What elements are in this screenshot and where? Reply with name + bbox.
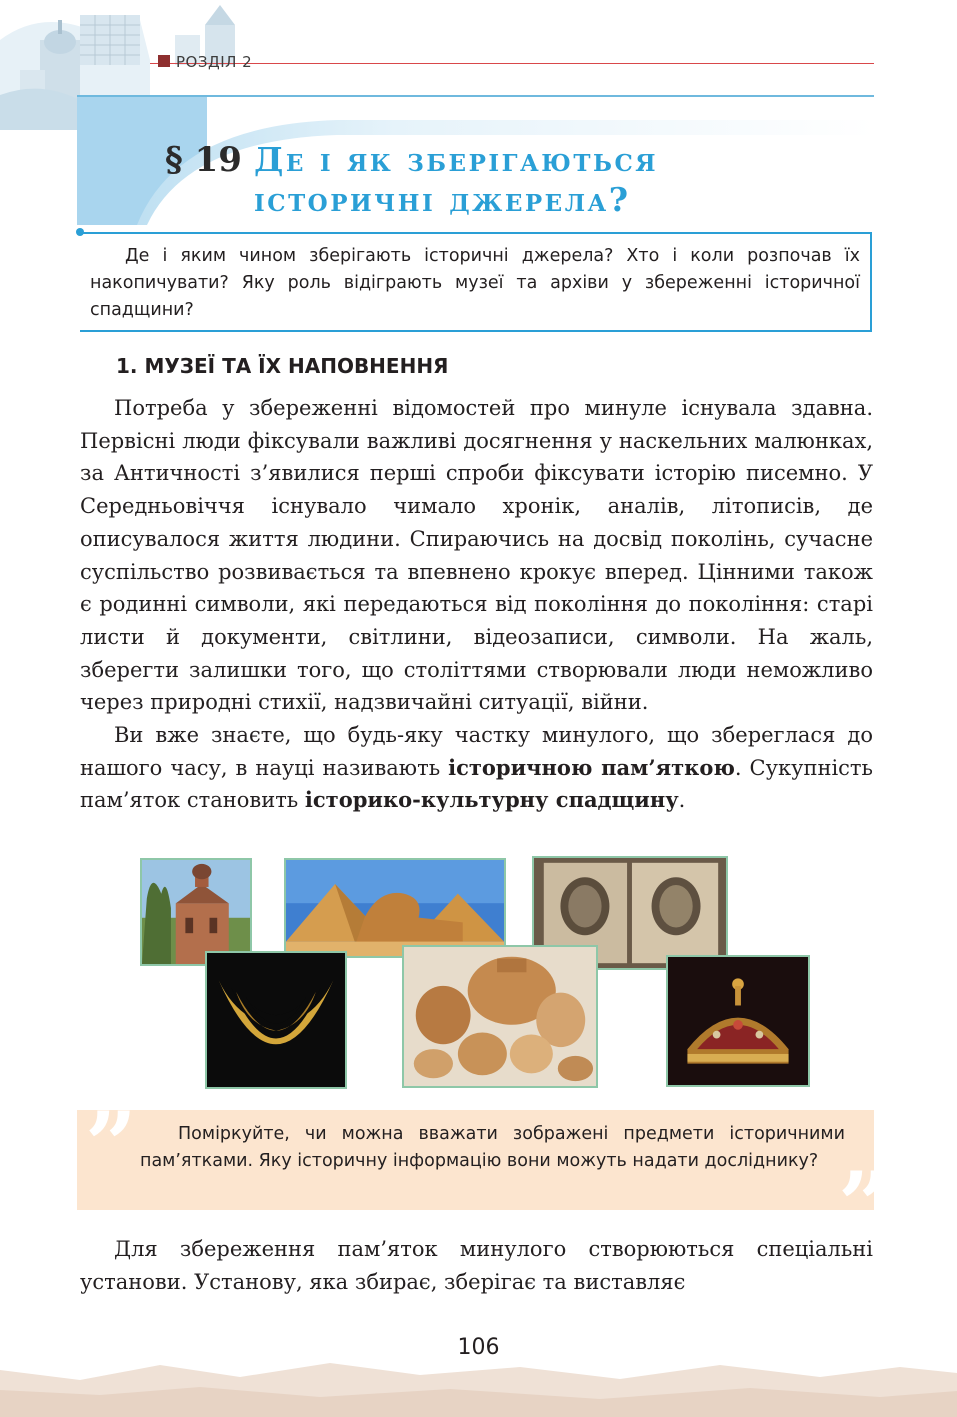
quote-open-icon: ”: [85, 1092, 137, 1198]
reflection-text-content: Поміркуйте, чи можна вважати зображені предмети історичними пам’ятками. Яку історичну інформацію вони можуть надати досліднику?: [140, 1124, 845, 1171]
golden-pectoral-photo: [205, 951, 347, 1089]
chapter-label: РОЗДІЛ 2: [176, 53, 253, 71]
body-text-continued: [80, 1233, 873, 1298]
ancient-pottery-photo: [402, 945, 598, 1088]
title-rule: [77, 95, 874, 97]
page-title-line1: Де і як зберігаються: [254, 140, 659, 179]
church-photo: [140, 858, 252, 966]
quote-close-icon: ”: [838, 1152, 890, 1258]
crown-photo: [666, 955, 810, 1087]
section-heading: 1. МУЗЕЇ ТА ЇХ НАПОВНЕННЯ: [116, 354, 449, 378]
header-rule: [150, 63, 874, 64]
footer-decoration: [0, 1355, 957, 1417]
pyramids-photo: [284, 858, 506, 958]
paragraph-2: Ви вже знаєте, що будь-яку частку минулого, що збереглася до нашого часу, в науці називають історичною пам’яткою. Сукупність пам’яток становить історико-культурну спадщину.: [80, 723, 873, 813]
page-title-line2: історичні джерела?: [254, 180, 631, 219]
paragraph-number: § 19: [165, 140, 242, 180]
questions-text-content: Де і яким чином зберігають історичні джерела? Хто і коли розпочав їх накопичувати? Яку роль відіграють музеї та архіви у збереженні історичної спадщини?: [90, 246, 860, 320]
chapter-marker: [158, 55, 170, 67]
body-text-main: [80, 392, 873, 817]
term-cultural-heritage: історико-культурну спадщину: [304, 787, 679, 813]
page-number: 106: [457, 1335, 500, 1360]
term-historical-monument: історичною пам’яткою: [448, 754, 735, 780]
reflection-text: [140, 1121, 845, 1175]
questions-box-dot: [76, 228, 84, 236]
questions-text: [90, 243, 860, 324]
paragraph-3: Для збереження пам’яток минулого створюються спеціальні установи. Установу, яка збирає, зберігає та виставляє: [80, 1237, 873, 1294]
paragraph-1: Потреба у збереженні відомостей про минуле існувала здавна. Первісні люди фіксували важливі досягнення у наскельних малюнках, за Античності з’явилися перші спроби фіксувати історію писемно. У Середньовіччя існувало чимало хронік, аналів, літописів, де описувалося життя людини. Спираючись на досвід поколінь, сучасне суспільство розвивається та впевнено крокує вперед. Цінними також є родинні символи, які передаються від покоління до покоління: старі листи й документи, світлини, відеозаписи, символи. На жаль, зберегти залишки того, що століттями створювали люди неможливо через природні стихії, надзвичайні ситуації, війни.: [80, 396, 873, 715]
